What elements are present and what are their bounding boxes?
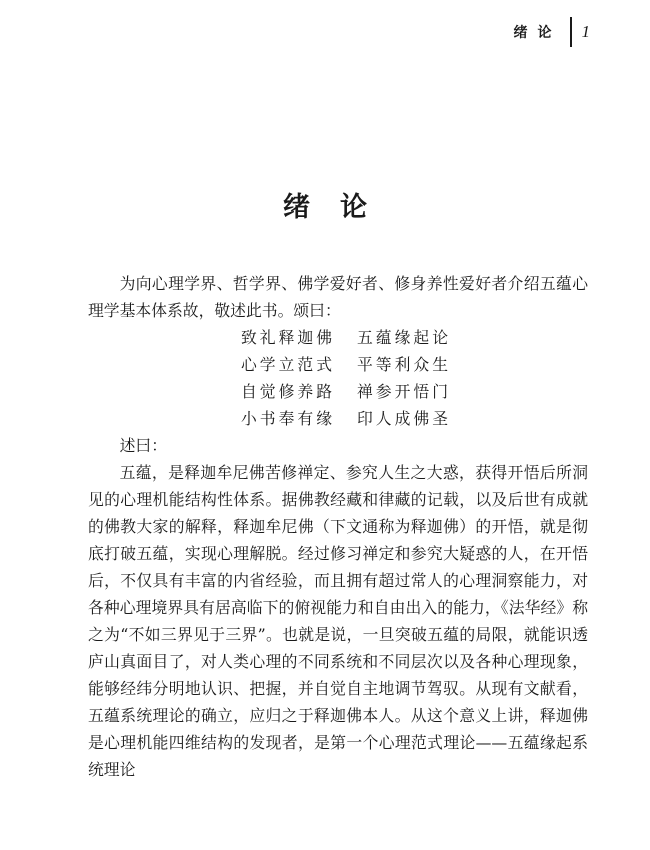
verse-line-right: 平等利众生	[357, 355, 451, 374]
running-title: 绪论	[513, 25, 562, 41]
header-divider	[570, 17, 572, 47]
main-paragraph: 五蕴，是释迦牟尼佛苦修禅定、参究人生之大惑，获得开悟后所洞见的心理机能结构性体系。据佛教经藏和律藏的记载，以及后世有成就的佛教大家的解释，释迦牟尼佛（下文通称为释迦佛）的开悟，就是彻底打破五蕴，实现心理解脱。经过修习禅定和参究大疑惑的人，在开悟后，不仅具有丰富的内省经验，而且拥有超过常人的心理洞察能力，对各种心理境界具有居高临下的俯视能力和自由出入的能力，《法华经》称之为“不如三界见于三界”。也就是说，一旦突破五蕴的局限，就能识透庐山真面目了，对人类心理的不同系统和不同层次以及各种心理现象，能够经纬分明地认识、把握，并自觉自主地调节驾驭。从现有文献看，五蕴系统理论的确立，应归之于释迦佛本人。从这个意义上讲，释迦佛是心理机能四维结构的发现者，是第一个心理范式理论——五蕴缘起系统理论	[88, 463, 588, 779]
running-header	[514, 18, 591, 46]
chapter-title: 绪论	[283, 192, 397, 223]
verse-block	[88, 324, 588, 432]
page-number: 1	[581, 22, 590, 41]
verse-line-left: 致礼释迦佛	[241, 328, 335, 347]
verse-line-right: 禅参开悟门	[357, 382, 451, 401]
intro-paragraph: 为向心理学界、哲学界、佛学爱好者、修身养性爱好者介绍五蕴心理学基本体系故，敬述此书。颂曰：	[88, 274, 588, 320]
verse-line	[241, 378, 588, 405]
verse-line	[241, 324, 588, 351]
verse-line	[241, 405, 588, 432]
narration-label: 述曰：	[119, 436, 167, 455]
verse-line-right: 五蕴缘起论	[357, 328, 451, 347]
verse-line-left: 自觉修养路	[241, 382, 335, 401]
verse-line-left: 小书奉有缘	[241, 409, 335, 428]
verse-line-left: 心学立范式	[241, 355, 335, 374]
verse-line	[241, 351, 588, 378]
verse-line-right: 印人成佛圣	[357, 409, 451, 428]
body-text	[88, 270, 588, 783]
